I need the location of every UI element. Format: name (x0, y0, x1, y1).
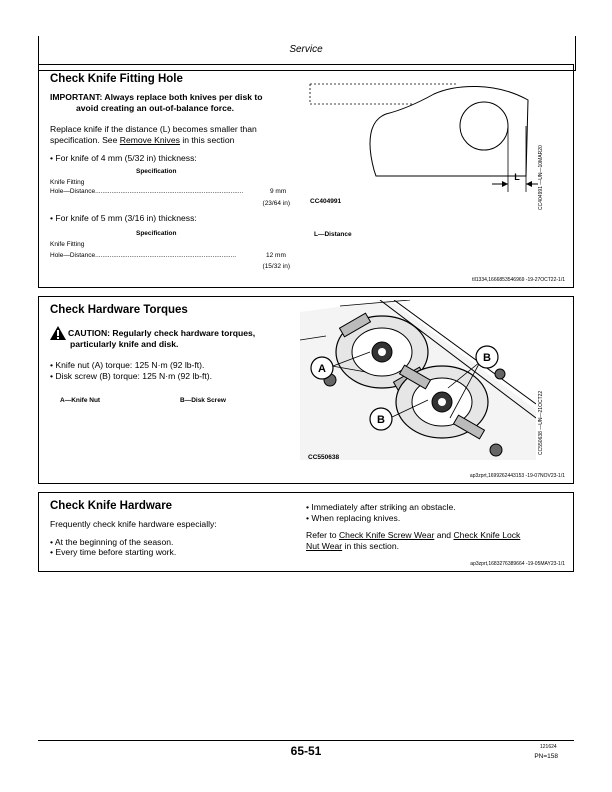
warning-triangle-icon (50, 326, 66, 340)
bullet-item: • When replacing knives. (306, 513, 401, 523)
spec-value-imperial: (15/32 in) (262, 263, 290, 270)
spec-heading: Specification (136, 168, 177, 175)
mower-disk-hardware-illustration (300, 300, 536, 460)
spec-label: Knife Fitting (50, 241, 85, 248)
section-label: Service (289, 44, 323, 55)
reference-code: ap3zprt,1699262443153 -19-07NOV23-1/1 (469, 473, 565, 479)
figure-side-code: CC550638 —UN—21OCT22 (538, 390, 544, 455)
refer-text: Refer to Check Knife Screw Wear and Check Knife Lock Nut Wear in this section. (306, 530, 521, 551)
spec-label: Hole—Distance.............................................................................. (50, 252, 237, 259)
spec-label: Hole—Distance.................................................................................. (50, 188, 244, 195)
bullet-item: • At the beginning of the season. (50, 537, 174, 547)
figure-legend: L—Distance (314, 231, 352, 238)
check-knife-lock-nut-wear-link[interactable]: Nut Wear (306, 541, 343, 551)
instruction-text: Replace knife if the distance (L) becomes smaller than specification. See Remove Knives in this section (50, 124, 257, 145)
bullet-item: • Immediately after striking an obstacle. (306, 502, 456, 512)
bullet-item: • Every time before starting work. (50, 547, 177, 557)
spec-value: 9 mm (270, 188, 287, 195)
bullet-4mm: • For knife of 4 mm (5/32 in) thickness: (50, 153, 197, 163)
spec-heading: Specification (136, 230, 177, 237)
footer-code: 121624 (540, 744, 557, 750)
figure-id: CC550638 (308, 454, 340, 461)
section-title: Check Knife Hardware (50, 500, 173, 512)
intro-text: Frequently check knife hardware especially: (50, 519, 217, 529)
important-note: IMPORTANT: Always replace both knives per disk to avoid creating an out-of-balance force. (50, 92, 263, 113)
legend-knife-nut: A—Knife Nut (60, 397, 101, 404)
check-knife-lock-nut-wear-link[interactable]: Check Knife Lock (453, 530, 521, 540)
distance-callout: L (514, 172, 520, 182)
spec-value: 12 mm (266, 252, 286, 259)
footer-rule (38, 740, 574, 741)
remove-knives-link[interactable]: Remove Knives (119, 135, 180, 145)
reference-code: tll1334,1666853546969 -19-27OCT22-1/1 (472, 277, 565, 283)
figure-id: CC404991 (310, 198, 342, 205)
callout-b: B (483, 352, 491, 364)
spec-value-imperial: (23/64 in) (262, 200, 290, 207)
reference-code: ap3zprt,1683276389664 -19-05MAY23-1/1 (470, 561, 565, 567)
bullet-knife-nut-torque: • Knife nut (A) torque: 125 N·m (92 lb-ft). (50, 360, 205, 370)
check-knife-screw-wear-link[interactable]: Check Knife Screw Wear (338, 530, 435, 540)
section-title: Check Knife Fitting Hole (50, 73, 183, 85)
figure-side-code: CC404991 —UN—10MAR20 (538, 145, 544, 210)
part-number: PN=158 (534, 753, 558, 760)
section-title: Check Hardware Torques (50, 304, 188, 316)
knife-fitting-hole-illustration (306, 80, 538, 192)
bullet-5mm: • For knife of 5 mm (3/16 in) thickness: (50, 213, 197, 223)
callout-a: A (318, 363, 326, 375)
callout-b: B (377, 414, 385, 426)
caution-text: CAUTION: Regularly check hardware torques, particularly knife and disk. (68, 328, 256, 349)
page-number: 65-51 (290, 744, 322, 758)
legend-disk-screw: B—Disk Screw (180, 397, 226, 404)
bullet-disk-screw-torque: • Disk screw (B) torque: 125 N·m (92 lb-ft). (50, 371, 213, 381)
spec-label: Knife Fitting (50, 179, 85, 186)
